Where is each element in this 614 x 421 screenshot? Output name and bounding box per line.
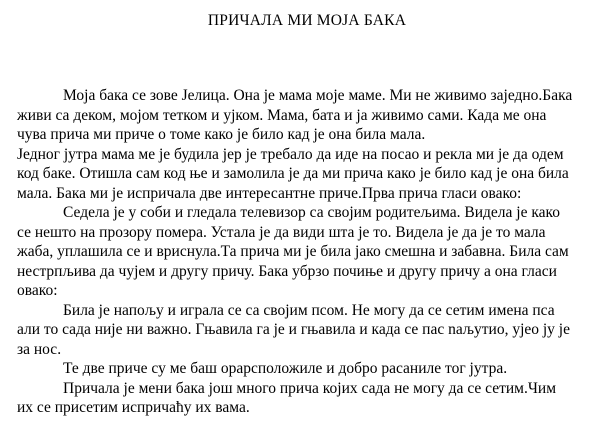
text-line: код баке. Отишла сам код ње и замолила је да ми прича како је било кад је она била [17,165,569,182]
document-title: ПРИЧАЛА МИ МОЈА БАКА [207,12,407,29]
text-line: жаба, уплашила се и вриснула.Та прича ми је била јако смешна и забавна. Била сам [17,243,569,260]
text-line: их се присетим испричаћу их вама. [17,399,250,416]
text-line: се нешто на прозору помера. Устала је да види шта је то. Видела је да је то мала [17,223,546,241]
text-line: за нос. [17,340,62,358]
text-line: Причала је мени бака још много прича којих сада не могу да се сетим.Чим [63,379,557,397]
text-line: Једног јутра мама ме је будила јер је требало да иде на посао и рекла ми је да одем [17,145,564,163]
text-line: живи са деком, мојом тетком и ујком. Мама, бата и ја живимо сами. Када ме она [17,106,547,124]
text-line: чува прича ми приче о томе како је било кад је она била мала. [17,126,426,143]
text-line: али то сада није ни важно. Гњавила га је и гњавила и када се пас naљутио, ујео ју је [17,321,570,338]
text-line: Седела је у соби и гледала телевизор са својим родитељима. Видела је како [63,204,561,221]
text-line: нестрпљива да чујем и другу причу. Бака убрзо почиње и другу причу а она гласи [17,262,557,280]
text-line: Моја бака се зове Јелица. Она је мама моје маме. Ми не живимо заједно.Бака [63,87,573,104]
text-line: мала. Бака ми је испричала две интересантне приче.Прва прича гласи овако: [17,184,522,202]
document-body [17,86,609,418]
text-line: Била је напољу и играла се са својим псом. Не могу да се сетим имена пса [63,301,555,319]
text-line: овако: [17,282,58,299]
text-line: Те две приче су ме баш орарсположиле и добро расаниле тог јутра. [63,360,508,377]
